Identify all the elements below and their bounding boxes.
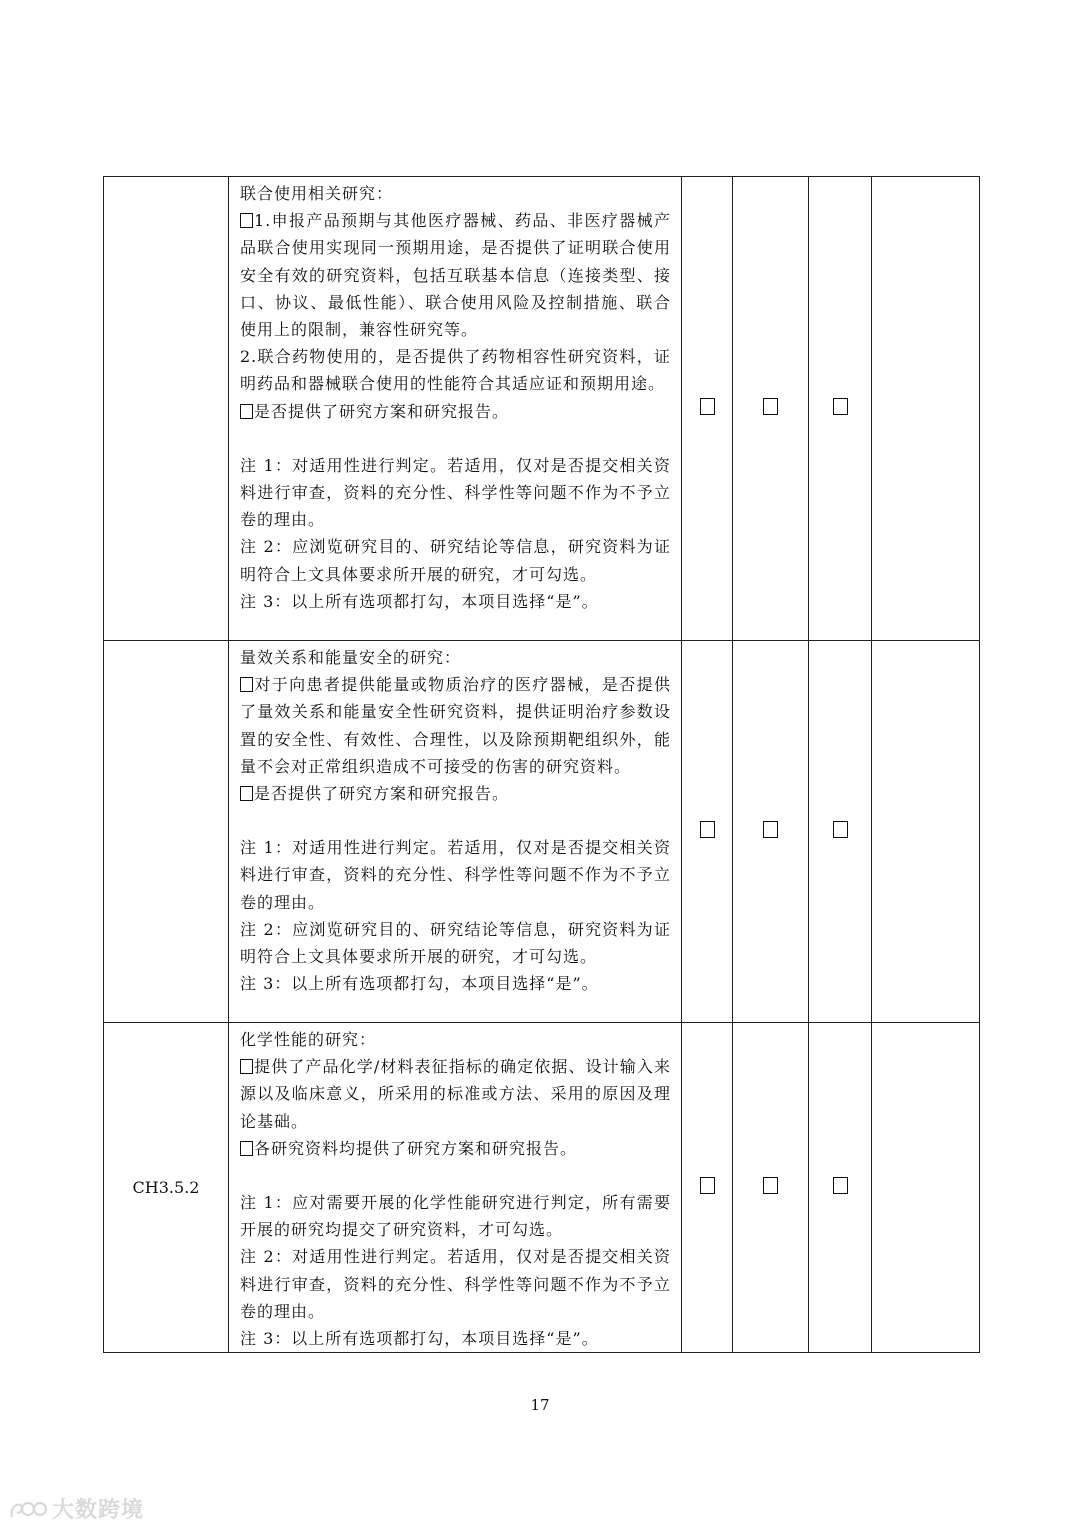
note: 注 1：对适用性进行判定。若适用，仅对是否提交相关资料进行审查，资料的充分性、科学性等问题不作为不予立卷的理由。 xyxy=(240,455,671,530)
yes-cell xyxy=(682,177,733,641)
na-cell xyxy=(809,1023,872,1353)
note: 注 3：以上所有选项都打勾，本项目选择“是”。 xyxy=(240,974,599,994)
requirement-item: 是否提供了研究方案和研究报告。 xyxy=(254,784,510,804)
checkbox-icon[interactable] xyxy=(240,677,253,692)
yes-cell xyxy=(682,1023,733,1353)
no-cell xyxy=(733,641,809,1023)
table-row xyxy=(104,1023,980,1353)
checkbox-icon[interactable] xyxy=(240,404,253,419)
requirement-item: 2.联合药物使用的，是否提供了药物相容性研究资料，证明药品和器械联合使用的性能符合其适应证和预期用途。 xyxy=(240,347,671,394)
requirement-cell xyxy=(229,177,682,641)
watermark-text: 大数跨境 xyxy=(52,1498,145,1523)
no-checkbox-icon[interactable] xyxy=(763,1177,778,1194)
checkbox-icon[interactable] xyxy=(240,1059,253,1074)
no-checkbox-icon[interactable] xyxy=(763,821,778,838)
remark-cell[interactable] xyxy=(872,641,980,1023)
yes-checkbox-icon[interactable] xyxy=(700,398,715,415)
requirement-item: 1.申报产品预期与其他医疗器械、药品、非医疗器械产品联合使用实现同一预期用途，是否提供了证明联合使用安全有效的研究资料，包括互联基本信息（连接类型、接口、协议、最低性能）、联合使用风险及控制措施、联合使用上的限制，兼容性研究等。 xyxy=(240,211,671,340)
no-cell xyxy=(733,1023,809,1353)
requirement-heading: 联合使用相关研究： xyxy=(240,184,394,203)
yes-cell xyxy=(682,641,733,1023)
na-checkbox-icon[interactable] xyxy=(833,398,848,415)
review-checklist-table xyxy=(103,176,980,1353)
remark-cell[interactable] xyxy=(872,1023,980,1353)
requirement-item: 各研究资料均提供了研究方案和研究报告。 xyxy=(254,1138,578,1158)
no-checkbox-icon[interactable] xyxy=(763,398,778,415)
note: 注 2：应浏览研究目的、研究结论等信息，研究资料为证明符合上文具体要求所开展的研究，才可勾选。 xyxy=(240,537,671,584)
row-id xyxy=(104,641,229,1023)
na-checkbox-icon[interactable] xyxy=(833,1177,848,1194)
na-checkbox-icon[interactable] xyxy=(833,821,848,838)
requirement-item: 对于向患者提供能量或物质治疗的医疗器械，是否提供了量效关系和能量安全性研究资料，提供证明治疗参数设置的安全性、有效性、合理性，以及除预期靶组织外，能量不会对正常组织造成不可接受的伤害的研究资料。 xyxy=(240,675,671,776)
row-id xyxy=(104,177,229,641)
checkbox-icon[interactable] xyxy=(240,1141,253,1156)
table-row xyxy=(104,177,980,641)
yes-checkbox-icon[interactable] xyxy=(700,821,715,838)
requirement-item: 是否提供了研究方案和研究报告。 xyxy=(254,401,510,421)
note: 注 3：以上所有选项都打勾，本项目选择“是”。 xyxy=(240,1329,599,1349)
note: 注 2：对适用性进行判定。若适用，仅对是否提交相关资料进行审查，资料的充分性、科学性等问题不作为不予立卷的理由。 xyxy=(240,1247,671,1321)
requirement-item: 提供了产品化学/材料表征指标的确定依据、设计输入来源以及临床意义，所采用的标准或方法、采用的原因及理论基础。 xyxy=(240,1057,671,1131)
requirement-heading: 量效关系和能量安全的研究： xyxy=(240,648,462,667)
requirement-cell xyxy=(229,641,682,1023)
note: 注 1：对适用性进行判定。若适用，仅对是否提交相关资料进行审查，资料的充分性、科学性等问题不作为不予立卷的理由。 xyxy=(240,838,671,912)
note: 注 2：应浏览研究目的、研究结论等信息，研究资料为证明符合上文具体要求所开展的研究，才可勾选。 xyxy=(240,919,671,967)
remark-cell[interactable] xyxy=(872,177,980,641)
requirement-cell xyxy=(229,1023,682,1353)
note: 注 3：以上所有选项都打勾，本项目选择“是”。 xyxy=(240,591,599,611)
page-number: 17 xyxy=(530,1396,550,1414)
na-cell xyxy=(809,177,872,641)
checkbox-icon[interactable] xyxy=(240,213,253,228)
table-row xyxy=(104,641,980,1023)
checkbox-icon[interactable] xyxy=(240,786,253,801)
watermark-logo-icon xyxy=(8,1499,48,1521)
yes-checkbox-icon[interactable] xyxy=(700,1177,715,1194)
row-id: CH3.5.2 xyxy=(104,1023,229,1353)
requirement-heading: 化学性能的研究： xyxy=(240,1030,377,1049)
no-cell xyxy=(733,177,809,641)
watermark xyxy=(8,1493,144,1524)
na-cell xyxy=(809,641,872,1023)
note: 注 1：应对需要开展的化学性能研究进行判定，所有需要开展的研究均提交了研究资料，才可勾选。 xyxy=(240,1193,671,1240)
